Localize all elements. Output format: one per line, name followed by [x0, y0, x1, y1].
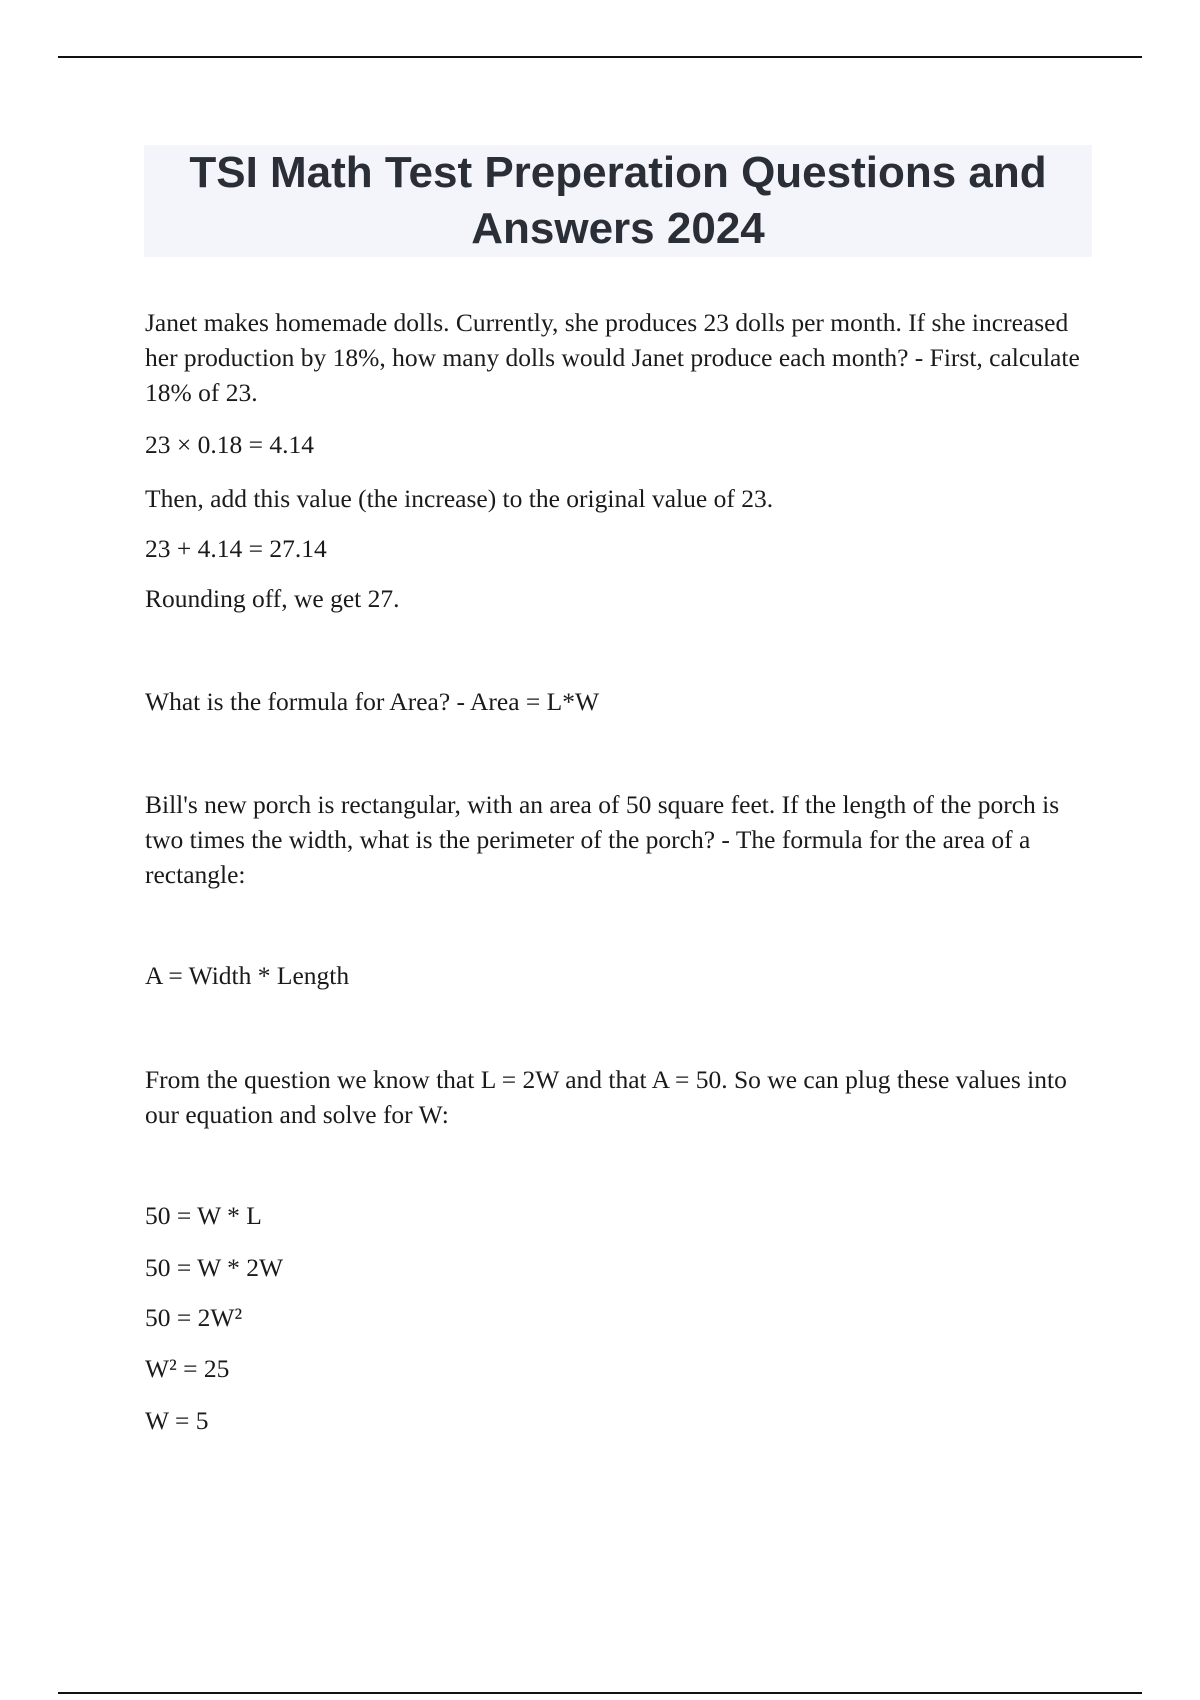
equation-line: A = Width * Length — [145, 961, 350, 990]
question-bill-porch: Bill's new porch is rectangular, with an area of 50 square feet. If the length of the porch is two times the width, what is the perimeter of the porch? - The formula for the area of a rectangle: — [145, 790, 1060, 889]
answer-text: From the question we know that L = 2W and that A = 50. So we can plug these values into our equation and solve for W: — [145, 1065, 1067, 1129]
page-title: TSI Math Test Preperation Questions and Answers 2024 — [189, 148, 1047, 253]
answer-text: Then, add this value (the increase) to the original value of 23. — [145, 484, 774, 513]
equation-line: 50 = W * 2W — [145, 1253, 284, 1282]
equation-line: W = 5 — [145, 1406, 209, 1435]
equation-line: 50 = 2W² — [145, 1303, 243, 1332]
title-banner — [144, 145, 1092, 257]
equation-line: 23 + 4.14 = 27.14 — [145, 534, 327, 563]
question-area-formula: What is the formula for Area? - Area = L*W — [145, 687, 600, 716]
question-janet-dolls: Janet makes homemade dolls. Currently, she produces 23 dolls per month. If she increased her production by 18%, how many dolls would Janet produce each month? - First, calculate 18% of 23. — [145, 308, 1080, 407]
top-divider — [58, 56, 1142, 58]
equation-line: 50 = W * L — [145, 1201, 262, 1230]
bottom-divider — [58, 1692, 1142, 1694]
answer-text: Rounding off, we get 27. — [145, 584, 400, 613]
equation-line: W² = 25 — [145, 1354, 230, 1383]
equation-line: 23 × 0.18 = 4.14 — [145, 430, 315, 459]
